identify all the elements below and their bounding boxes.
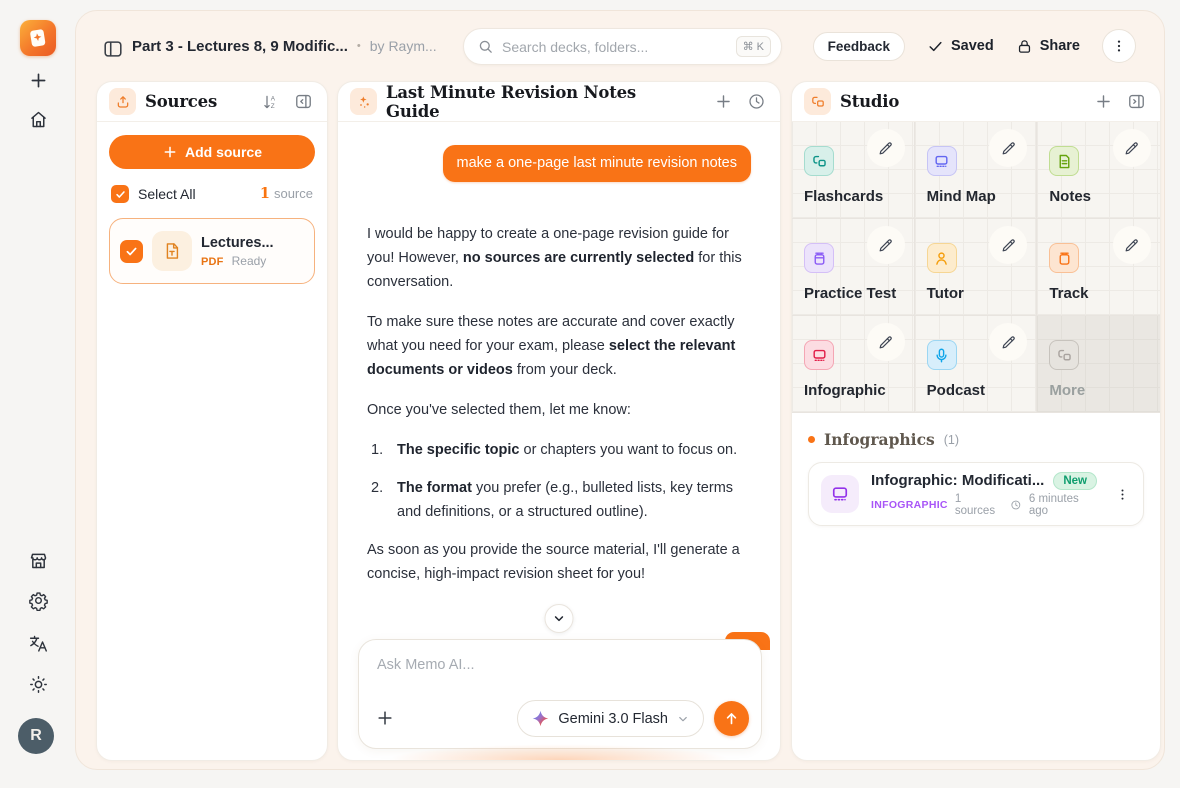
clock-icon — [747, 92, 766, 111]
pencil-icon — [1000, 334, 1017, 351]
new-deck-button[interactable] — [26, 68, 50, 92]
share-button[interactable] — [1016, 38, 1080, 55]
infographic-item-title: Infographic: Modificati... — [871, 472, 1045, 489]
flashcards-icon — [804, 146, 834, 176]
chat-panel — [337, 81, 781, 761]
pencil-icon — [877, 237, 894, 254]
header — [76, 11, 1164, 81]
studio-panel — [791, 81, 1161, 761]
mind-map-icon — [927, 146, 957, 176]
left-rail — [0, 0, 75, 788]
ai-message: I would be happy to create a one-page revision guide for you! However, no sources are currently selected for this conversation. To make sure these notes are accurate and cover exactly what you need for your exam, please select the relevant documents or videos from your deck. Once you've selected them, let me know: 1. The specific topic or chapters you want to focus on. 2. The format you prefer (e.g., bulleted lists, key terms and definitions, or a structured outline). As soon as you provide the source material, I'll generate a concise, high-impact revision sheet for you! — [367, 222, 751, 586]
infographic-item-type: INFOGRAPHIC — [871, 498, 948, 511]
tool-podcast[interactable] — [915, 316, 1038, 413]
source-count-unit: source — [273, 186, 313, 201]
svg-text:Z: Z — [270, 102, 275, 110]
logo-card-icon — [25, 25, 51, 51]
tool-practice-test[interactable] — [792, 219, 915, 316]
chat-history-button[interactable] — [744, 90, 768, 114]
source-item-type: PDF — [201, 255, 224, 268]
add-source-label: Add source — [184, 144, 262, 160]
infographic-icon — [804, 340, 834, 370]
tool-tutor[interactable] — [915, 219, 1038, 316]
edit-practice-test-button[interactable] — [867, 226, 905, 264]
tool-label: More — [1049, 382, 1086, 399]
list-item: 2. The format you prefer (e.g., bulleted lists, key terms and definitions, or a structured outline). — [371, 480, 734, 520]
pencil-icon — [877, 140, 894, 157]
pencil-icon — [1000, 237, 1017, 254]
chat-composer[interactable] — [358, 639, 762, 749]
saved-label: Saved — [950, 38, 994, 54]
infographic-item-menu-button[interactable] — [1111, 483, 1133, 505]
expand-panel-button[interactable] — [1124, 90, 1148, 114]
new-badge: New — [1053, 472, 1097, 490]
tool-label: Track — [1049, 285, 1089, 302]
chevron-down-icon — [676, 712, 690, 726]
source-item[interactable] — [109, 218, 315, 284]
studio-tool-grid — [792, 122, 1160, 413]
studio-cards-icon — [810, 94, 826, 110]
tool-label: Flashcards — [804, 188, 884, 205]
chevron-down-icon — [552, 611, 567, 626]
panel-right-icon — [1127, 92, 1146, 111]
check-icon — [125, 245, 138, 258]
model-selector[interactable] — [517, 700, 704, 737]
infographic-item[interactable] — [808, 462, 1144, 526]
tool-infographic[interactable] — [792, 316, 915, 413]
chat-panel-icon — [350, 88, 377, 115]
tool-label: Notes — [1049, 188, 1092, 205]
section-title: Infographics — [824, 430, 935, 449]
search-input[interactable] — [502, 39, 728, 55]
plus-icon — [162, 144, 178, 160]
source-count-value: 1 — [259, 185, 270, 202]
search-shortcut-badge: ⌘ K — [736, 36, 771, 57]
check-icon — [115, 189, 126, 200]
pencil-icon — [1000, 140, 1017, 157]
store-button[interactable] — [26, 548, 50, 572]
tool-label: Mind Map — [926, 188, 996, 205]
edit-tutor-button[interactable] — [989, 226, 1027, 264]
user-message-bubble: make a one-page last minute revision notes — [443, 145, 752, 182]
deck-author: by Raym... — [369, 38, 437, 54]
pencil-icon — [877, 334, 894, 351]
sun-icon — [28, 674, 49, 695]
search-icon — [477, 38, 494, 55]
home-button[interactable] — [26, 107, 50, 131]
source-item-title: Lectures... — [201, 234, 274, 251]
main-card — [75, 10, 1165, 770]
list-item: 1. The specific topic or chapters you want to focus on. — [371, 442, 738, 458]
edit-notes-button[interactable] — [1113, 129, 1151, 167]
tool-label: Tutor — [926, 285, 964, 302]
plus-icon — [375, 708, 395, 728]
pencil-icon — [1123, 140, 1140, 157]
theme-button[interactable] — [26, 672, 50, 696]
kebab-icon — [1111, 38, 1127, 54]
sort-az-icon — [261, 93, 279, 111]
language-button[interactable] — [26, 631, 50, 655]
arrow-up-icon — [723, 710, 740, 727]
practice-test-icon — [804, 243, 834, 273]
tutor-icon — [927, 243, 957, 273]
tool-notes[interactable] — [1037, 122, 1160, 219]
plus-icon — [28, 70, 49, 91]
gemini-icon — [531, 709, 550, 728]
edit-flashcards-button[interactable] — [867, 129, 905, 167]
track-icon — [1049, 243, 1079, 273]
pdf-file-icon — [152, 231, 192, 271]
upload-icon — [115, 94, 131, 110]
edit-podcast-button[interactable] — [989, 323, 1027, 361]
tool-label: Practice Test — [804, 285, 897, 302]
avatar[interactable] — [18, 718, 54, 754]
pencil-icon — [1123, 237, 1140, 254]
new-chat-button[interactable] — [711, 90, 735, 114]
share-label: Share — [1039, 38, 1080, 54]
check-icon — [927, 38, 944, 55]
global-search[interactable] — [463, 28, 782, 65]
storefront-icon — [28, 550, 49, 571]
chat-input[interactable] — [377, 657, 747, 673]
feedback-button[interactable]: Feedback — [813, 32, 905, 61]
chat-title: Last Minute Revision Notes Guide — [386, 82, 637, 121]
title-separator: • — [356, 40, 361, 52]
sort-button[interactable] — [258, 90, 282, 114]
tool-track[interactable] — [1037, 219, 1160, 316]
saved-status — [927, 38, 994, 55]
translate-icon — [28, 633, 49, 654]
sources-panel-icon — [109, 88, 136, 115]
sidebar-toggle-icon — [102, 38, 124, 60]
tool-more[interactable] — [1037, 316, 1160, 413]
avatar-initial: R — [30, 727, 42, 744]
more-tools-icon — [1049, 340, 1079, 370]
source-checkbox[interactable] — [120, 240, 143, 263]
infographics-section — [792, 413, 1160, 526]
send-button[interactable] — [714, 701, 749, 736]
sparkle-icon — [356, 94, 372, 110]
home-icon — [28, 109, 49, 130]
studio-add-button[interactable] — [1091, 90, 1115, 114]
plus-icon — [1094, 92, 1113, 111]
add-source-button[interactable] — [109, 135, 315, 169]
clock-icon — [1010, 499, 1022, 511]
section-bullet — [808, 436, 815, 443]
infographic-item-icon — [821, 475, 859, 513]
tool-label: Podcast — [926, 382, 986, 399]
model-name: Gemini 3.0 Flash — [558, 710, 668, 727]
attach-button[interactable] — [375, 708, 397, 730]
app-logo[interactable] — [20, 20, 56, 56]
svg-text:A: A — [270, 95, 275, 102]
select-all-label: Select All — [138, 186, 196, 202]
deck-title: Part 3 - Lectures 8, 9 Modific... — [132, 37, 348, 55]
tool-flashcards[interactable] — [792, 122, 915, 219]
settings-button[interactable] — [26, 588, 50, 612]
lock-icon — [1016, 38, 1033, 55]
tool-mind-map[interactable] — [915, 122, 1038, 219]
edit-track-button[interactable] — [1113, 226, 1151, 264]
notes-icon — [1049, 146, 1079, 176]
gear-icon — [28, 590, 49, 611]
plus-icon — [714, 92, 733, 111]
edit-mind-map-button[interactable] — [989, 129, 1027, 167]
scroll-to-bottom-button[interactable] — [545, 604, 574, 633]
panel-collapse-left-icon — [294, 92, 313, 111]
sources-title: Sources — [145, 92, 218, 111]
edit-infographic-button[interactable] — [867, 323, 905, 361]
select-all-row — [109, 185, 315, 203]
podcast-mic-icon — [927, 340, 957, 370]
chat-messages — [338, 122, 780, 630]
header-menu-button[interactable] — [1102, 29, 1136, 63]
sidebar-toggle-button[interactable] — [102, 38, 124, 60]
section-count: (1) — [943, 432, 960, 447]
studio-title: Studio — [840, 92, 900, 111]
studio-panel-icon — [804, 88, 831, 115]
select-all-checkbox[interactable] — [111, 185, 129, 203]
infographic-item-sources: 1 sources — [954, 492, 996, 517]
tool-label: Infographic — [804, 382, 886, 399]
kebab-icon — [1115, 487, 1130, 502]
collapse-panel-button[interactable] — [291, 90, 315, 114]
sources-panel — [96, 81, 328, 761]
source-item-status: Ready — [231, 253, 267, 268]
infographic-item-time: 6 minutes ago — [1028, 492, 1079, 517]
